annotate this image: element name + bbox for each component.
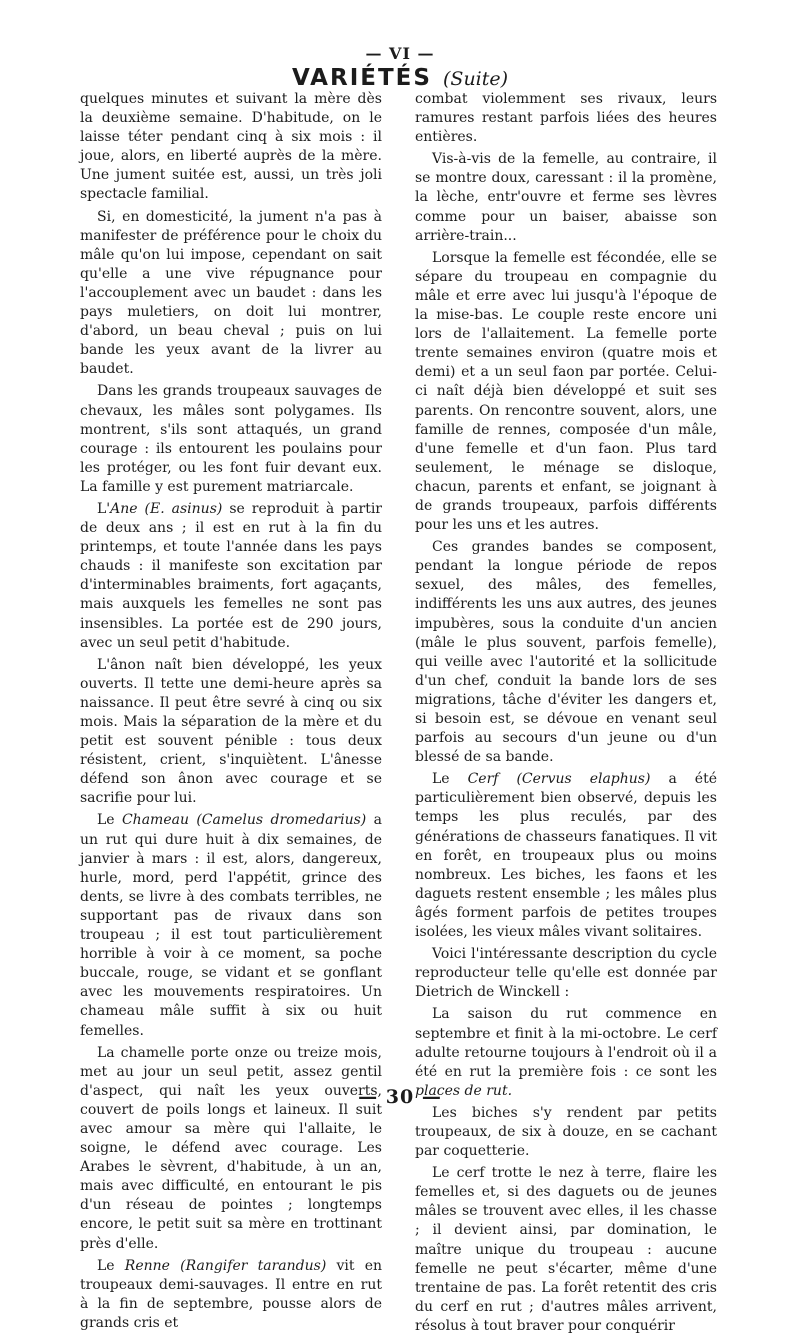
page-number: — 30 — — [358, 1086, 442, 1108]
text-run: se reproduit à partir de deux ans ; il est en rut à la fin du printemps, et toute l'année dans les pays chauds : il manifeste son excitation par d'interminables braiments, fort agaçants, mais auxquels les femelles ne sont pas insensibles. La portée est de 290 jours, avec un seul petit d'habitude. — [80, 500, 382, 651]
left-column — [80, 90, 382, 1336]
paragraph: La chamelle porte onze ou treize mois, met au jour un seul petit, assez gentil d'aspect, qui naît les yeux ouverts, couvert de poils longs et laineux. Il suit avec amour sa mère qui l'allaite, le soigne, le défend avec courage. Les Arabes le sèvrent, d'habitude, à un an, mais avec difficulté, en entourant le pis d'un réseau de pointes ; longtemps encore, le petit suit sa mère en trottinant près d'elle. — [80, 1044, 382, 1252]
paragraph: combat violemment ses rivaux, leurs ramures restant parfois liées des heures entières. — [415, 91, 717, 146]
species-name: Cerf (Cervus elaphus) — [467, 771, 651, 788]
paragraph: Les biches s'y rendent par petits troupeaux, de six à douze, en se cachant par coquetterie. — [415, 1104, 717, 1160]
text-run: L' — [97, 500, 111, 517]
paragraph: Si, en domesticité, la jument n'a pas à manifester de préférence pour le choix du mâle qu'on lui impose, cependant on sait qu'elle a une vive répugnance pour l'accouplement avec un baudet : dans les pays muletiers, on doit lui montrer, d'abord, un beau cheval ; puis on lui bande les yeux avant de la livrer au baudet. — [80, 208, 382, 378]
title-suffix: (Suite) — [443, 68, 509, 90]
paragraph-ane — [80, 500, 382, 653]
right-column — [415, 90, 717, 1339]
species-name: Chameau (Camelus dromedarius) — [121, 812, 367, 829]
paragraph-chameau — [80, 811, 382, 1040]
text-run: La saison du rut commence en septembre et finit à la mi-octobre. Le cerf adulte retourne toujours à l'endroit où il a été en rut la première fois : ce sont les — [415, 1006, 717, 1080]
species-name: Ane (E. asinus) — [110, 500, 223, 517]
text-run: a été particulièrement bien observé, depuis les temps les plus reculés, par des générations de chasseurs fanatiques. Il vit en forêt, en troupeaux plus ou moins nombreux. Les biches, les faons et les daguets restent ensemble ; les mâles plus âgés forment parfois de petites troupes isolées, les vieux mâles vivant solitaires. — [415, 771, 717, 941]
paragraph: Voici l'intéressante description du cycle reproducteur telle qu'elle est donnée par Dietrich de Winckell : — [415, 946, 717, 1001]
emphasis: places de rut. — [415, 1082, 513, 1099]
text-run: Le — [97, 1257, 125, 1274]
paragraph: Ces grandes bandes se composent, pendant la longue période de repos sexuel, des mâles, des femelles, indifférents les uns aux autres, des jeunes impubères, sous la conduite d'un ancien (mâle le plus souvent, parfois femelle), qui veille avec l'autorité et la sollicitude d'un chef, conduit la bande lors de ses migrations, tâche d'éviter les dangers et, si besoin est, se dévoue en venant seul parfois au secours d'un jeune ou d'un blessé de sa bande. — [415, 539, 717, 766]
section-folio: — VI — — [365, 44, 435, 63]
paragraph: Vis-à-vis de la femelle, au contraire, il se montre doux, caressant : il la promène, la lèche, entr'ouvre et ferme ses lèvres comme pour un baiser, abaisse son arrière-train... — [415, 151, 717, 244]
paragraph: Dans les grands troupeaux sauvages de chevaux, les mâles sont polygames. Ils montrent, s'ils sont attaqués, un grand courage : ils entourent les poulains pour les protéger, ou les font fuir devant eux. La famille y est purement matriarcale. — [80, 383, 382, 495]
title-main: VARIÉTÉS — [291, 65, 432, 91]
paragraph-renne — [80, 1257, 382, 1333]
paragraph: Lorsque la femelle est fécondée, elle se sépare du troupeau en compagnie du mâle et erre avec lui jusqu'à l'époque de la mise-bas. Le couple reste encore uni lors de l'allaitement. La femelle porte trente semaines environ (quatre mois et demi) et a un seul faon par portée. Celui-ci naît déjà bien développé et suit ses parents. On rencontre souvent, alors, une famille de rennes, composée d'un mâle, d'une femelle et d'un faon. Plus tard seulement, le ménage se disloque, chacun, parents et enfant, se joignant à de grands troupeaux, parfois différents pour les uns et les autres. — [415, 249, 717, 534]
text-run: a un rut qui dure huit à dix semaines, de janvier à mars : il est, alors, dangereux, hurle, mord, perd l'appétit, grince des dents, se livre à des combats terribles, ne supportant pas de rivaux dans son troupeau ; il est tout particulièrement horrible à voir à ce moment, sa poche buccale, rouge, se vidant et se gonflant avec les mouvements respiratoires. Un chameau mâle suffit à six ou huit femelles. — [80, 812, 382, 1039]
text-run: vit en troupeaux demi-sauvages. Il entre en rut à la fin de septembre, pousse alors de grands cris et — [80, 1257, 382, 1331]
species-name: Renne (Rangifer tarandus) — [124, 1257, 327, 1274]
paragraph: Le cerf trotte le nez à terre, flaire les femelles et, si des daguets ou de jeunes mâles se trouvent avec elles, il les chasse ; il devient ainsi, par domination, le maître unique du troupeau : aucune femelle ne peut s'écarter, même d'une trentaine de pas. La forêt retentit des cris du cerf en rut ; d'autres mâles arrivent, résolus à tout braver pour conquérir — [415, 1165, 717, 1334]
text-run: Le — [432, 771, 468, 788]
text-run: Le — [97, 812, 122, 829]
paragraph: quelques minutes et suivant la mère dès la deuxième semaine. D'habitude, on le laisse téter pendant cinq à six mois : il joue, alors, en liberté auprès de la mère. Une jument suitée est, aussi, un très joli spectacle familial. — [80, 91, 382, 203]
paragraph: L'ânon naît bien développé, les yeux ouverts. Il tette une demi-heure après sa naissance. Il peut être sevré à cinq ou six mois. Mais la séparation de la mère et du petit est souvent pénible : tous deux résistent, crient, s'inquiètent. L'ânesse défend son ânon avec courage et se sacrifie pour lui. — [80, 656, 382, 807]
paragraph-cerf — [415, 770, 717, 942]
